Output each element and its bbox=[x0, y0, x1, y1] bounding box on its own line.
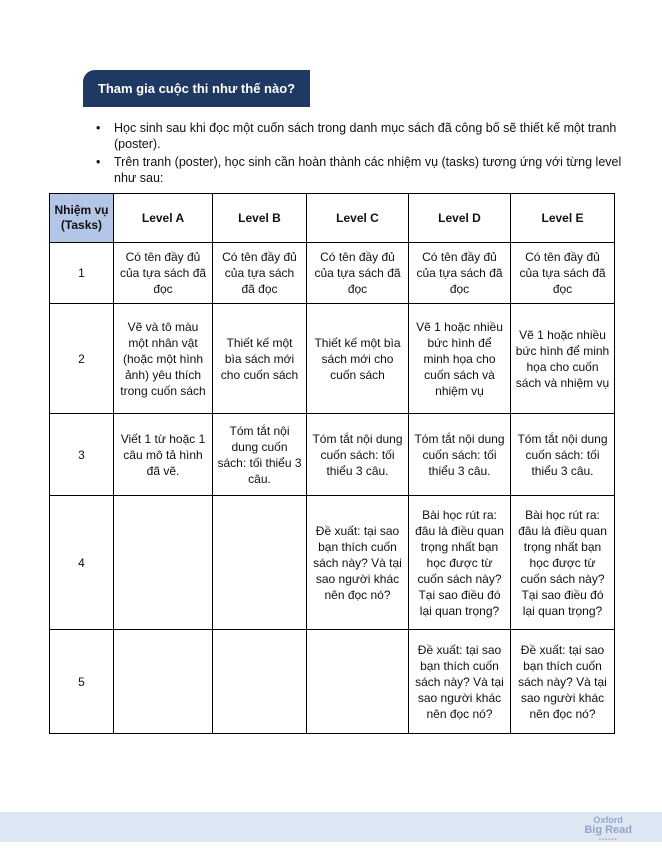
table-header-row bbox=[50, 194, 615, 243]
task-number: 5 bbox=[50, 630, 114, 734]
table-cell bbox=[114, 630, 213, 734]
table-cell: Có tên đầy đủ của tựa sách đã đọc bbox=[409, 243, 511, 304]
header-cell-level-b: Level B bbox=[213, 194, 307, 243]
section-title: Tham gia cuộc thi như thế nào? bbox=[97, 81, 296, 96]
table-cell: Đề xuất: tại sao bạn thích cuốn sách này? Và tại sao người khác nên đọc nó? bbox=[307, 496, 409, 630]
logo-decoration: ▪▪▪▪▪▪ bbox=[598, 837, 618, 843]
table-row bbox=[50, 414, 615, 496]
section-title-banner bbox=[83, 70, 310, 107]
list-item bbox=[96, 155, 626, 186]
header-cell-level-a: Level A bbox=[114, 194, 213, 243]
bullet-icon: • bbox=[96, 121, 101, 135]
table-cell: Vẽ 1 hoặc nhiều bức hình để minh họa cho cuốn sách và nhiệm vụ bbox=[409, 304, 511, 414]
list-item-text: Học sinh sau khi đọc một cuốn sách trong danh mục sách đã công bố sẽ thiết kế một tranh (poster). bbox=[114, 121, 617, 151]
table-cell: Tóm tắt nội dung cuốn sách: tối thiểu 3 câu. bbox=[409, 414, 511, 496]
table-cell: Bài học rút ra: đâu là điều quan trọng nhất bạn học được từ cuốn sách này? Tại sao điều đó lại quan trọng? bbox=[511, 496, 615, 630]
table-cell: Thiết kế một bìa sách mới cho cuốn sách bbox=[213, 304, 307, 414]
table-cell: Viết 1 từ hoặc 1 câu mô tả hình đã vẽ. bbox=[114, 414, 213, 496]
table-cell bbox=[213, 496, 307, 630]
task-number: 3 bbox=[50, 414, 114, 496]
task-number: 4 bbox=[50, 496, 114, 630]
table-cell: Thiết kế một bìa sách mới cho cuốn sách bbox=[307, 304, 409, 414]
table-cell: Có tên đầy đủ của tựa sách đã đọc bbox=[114, 243, 213, 304]
logo-line-2: Big Read bbox=[584, 824, 632, 836]
header-cell-level-d: Level D bbox=[409, 194, 511, 243]
table-cell: Đề xuất: tại sao bạn thích cuốn sách này? Và tại sao người khác nên đọc nó? bbox=[409, 630, 511, 734]
task-number: 2 bbox=[50, 304, 114, 414]
table-row bbox=[50, 630, 615, 734]
table-row bbox=[50, 304, 615, 414]
table-cell bbox=[114, 496, 213, 630]
table-cell: Có tên đầy đủ của tựa sách đã đọc bbox=[307, 243, 409, 304]
list-item bbox=[96, 121, 626, 152]
table-cell: Đề xuất: tại sao bạn thích cuốn sách này? Và tại sao người khác nên đọc nó? bbox=[511, 630, 615, 734]
header-cell-level-e: Level E bbox=[511, 194, 615, 243]
table-cell: Có tên đầy đủ của tựa sách đã đọc bbox=[213, 243, 307, 304]
header-cell-level-c: Level C bbox=[307, 194, 409, 243]
table-cell: Tóm tắt nội dung cuốn sách: tối thiểu 3 câu. bbox=[511, 414, 615, 496]
table-cell: Tóm tắt nội dung cuốn sách: tối thiểu 3 câu. bbox=[307, 414, 409, 496]
task-number: 1 bbox=[50, 243, 114, 304]
oxford-big-read-logo bbox=[584, 815, 632, 845]
table-cell bbox=[213, 630, 307, 734]
header-cell-tasks: Nhiệm vụ (Tasks) bbox=[50, 194, 114, 243]
instructions-list bbox=[96, 121, 626, 189]
table-cell: Vẽ 1 hoặc nhiều bức hình để minh họa cho cuốn sách và nhiệm vụ bbox=[511, 304, 615, 414]
table-cell: Có tên đầy đủ của tựa sách đã đọc bbox=[511, 243, 615, 304]
logo-line-1: Oxford bbox=[593, 815, 623, 825]
table-cell: Tóm tắt nội dung cuốn sách: tối thiểu 3 câu. bbox=[213, 414, 307, 496]
tasks-table bbox=[49, 193, 615, 734]
table-cell: Vẽ và tô màu một nhân vật (hoặc một hình ảnh) yêu thích trong cuốn sách bbox=[114, 304, 213, 414]
bullet-icon: • bbox=[96, 155, 101, 169]
list-item-text: Trên tranh (poster), học sinh cần hoàn thành các nhiệm vụ (tasks) tương ứng với từng level như sau: bbox=[114, 155, 622, 185]
table-row bbox=[50, 496, 615, 630]
table-cell bbox=[307, 630, 409, 734]
footer-band bbox=[0, 812, 662, 842]
table-row bbox=[50, 243, 615, 304]
table-cell: Bài học rút ra: đâu là điều quan trọng nhất bạn học được từ cuốn sách này? Tại sao điều đó lại quan trọng? bbox=[409, 496, 511, 630]
